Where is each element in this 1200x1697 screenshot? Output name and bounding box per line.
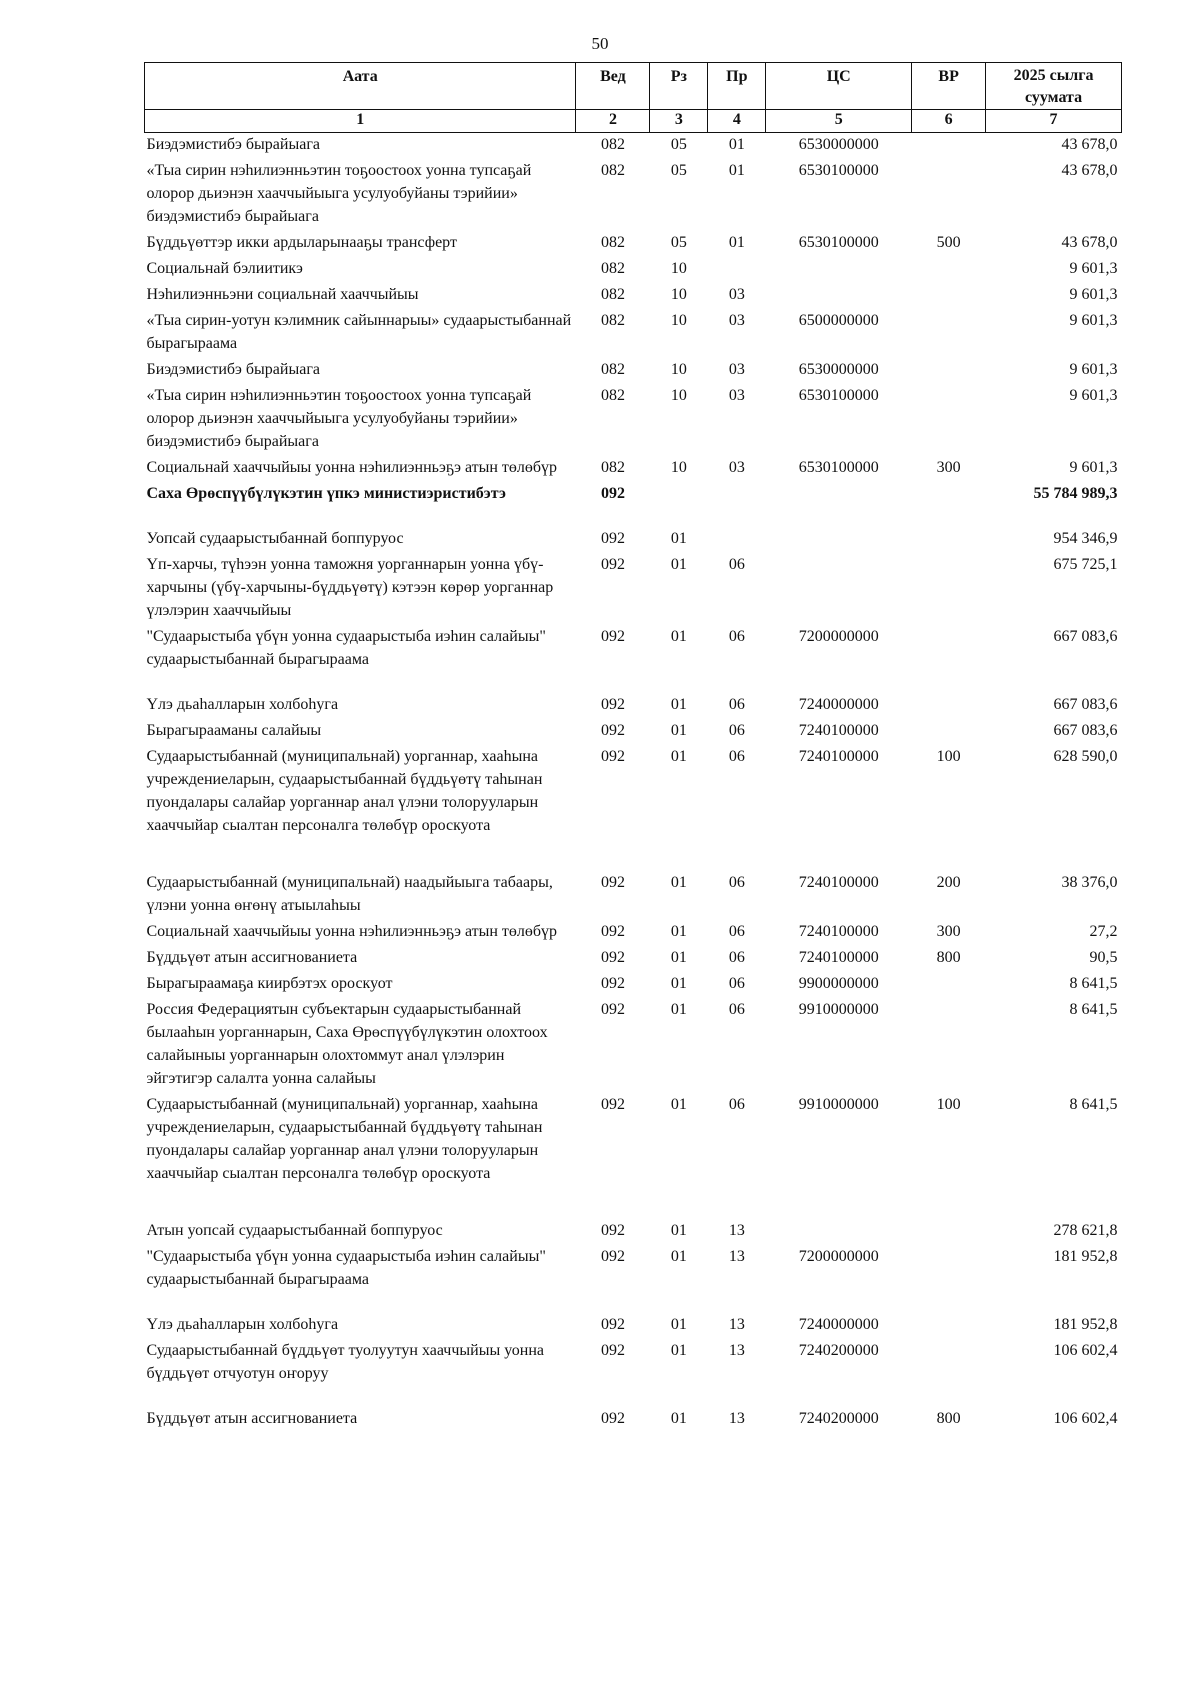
table-row	[145, 998, 1122, 1093]
cell-ved: 092	[600, 722, 625, 739]
cell-name: «Тыа сирин нэһилиэнньэтин тоҕоостоох уонна тупсаҕай олорор дьиэнэн хааччыйыыга усулуобуйаны тэрийии» биэдэмистибэ бырайыага	[146, 162, 532, 225]
cell-name: Судаарыстыбаннай (муниципальнай) уорганнар, хааһына учреждениеларын, судаарыстыбаннай бүддьүөтү таһынан пуондалары салайар уорганнар анал үлэни толорууларын хааччыйар сыалтан персоналга төлөбүр ороскуота	[146, 1096, 543, 1182]
cell-rz: 10	[670, 260, 687, 277]
cell-pr: 06	[728, 1096, 745, 1113]
cell-name: Үп-харчы, түһээн уонна таможня уорганнарын уонна үбү-харчыны (үбү-харчыны-бүддьүөтү) кэтээн көрөр уорганнар үлэлэрин хааччыйыы	[146, 556, 554, 619]
cell-cs	[766, 257, 912, 283]
cell-cs: 9910000000	[798, 1096, 879, 1113]
cell-pr	[708, 257, 766, 283]
cell-rz: 01	[670, 1248, 687, 1265]
cell-rz: 10	[670, 361, 687, 378]
cell-ved: 092	[600, 485, 625, 502]
cell-sum: 27,2	[1089, 923, 1118, 940]
table-row	[145, 133, 1122, 160]
cell-vr	[912, 998, 986, 1093]
cell-sum: 43 678,0	[1061, 234, 1118, 251]
cell-cs: 6530100000	[798, 387, 879, 404]
cell-vr	[912, 309, 986, 358]
cell-sum: 675 725,1	[1053, 556, 1118, 573]
cell-name: Социальнай хааччыйыы уонна нэһилиэнньэҕэ атын төлөбүр	[146, 459, 558, 476]
cell-ved: 082	[600, 312, 625, 329]
table-row	[145, 1407, 1122, 1433]
cell-rz: 01	[670, 1096, 687, 1113]
cell-ved: 092	[600, 874, 625, 891]
cell-name: Россия Федерациятын субъектарын судаарыстыбаннай былааһын уорганнарын, Саха Өрөспүүбүлүкэтин олохтоох салайыныы уорганнарын олохтоммут анал үлэлэрин эйгэтигэр салалта уонна салайыы	[146, 1001, 548, 1087]
cell-cs: 9900000000	[798, 975, 879, 992]
cell-ved: 082	[600, 286, 625, 303]
cell-cs: 6530100000	[798, 459, 879, 476]
cell-pr: 06	[728, 628, 745, 645]
cell-rz: 01	[670, 1342, 687, 1359]
table-row	[145, 482, 1122, 527]
cell-cs	[766, 1219, 912, 1245]
cell-name: «Тыа сирин нэһилиэнньэтин тоҕоостоох уонна тупсаҕай олорор дьиэнэн хааччыйыыга усулуобуйаны тэрийии» биэдэмистибэ бырайыага	[146, 387, 532, 450]
cell-cs: 7240200000	[798, 1342, 879, 1359]
cell-cs: 7240100000	[798, 748, 879, 765]
cell-vr	[912, 133, 986, 160]
column-number: 6	[912, 110, 986, 133]
table-row	[145, 871, 1122, 920]
cell-vr	[912, 527, 986, 553]
cell-sum: 667 083,6	[1053, 696, 1118, 713]
table-row	[145, 1093, 1122, 1219]
cell-sum: 181 952,8	[1053, 1248, 1118, 1265]
cell-sum: 181 952,8	[1053, 1316, 1118, 1333]
cell-name: Социальнай хааччыйыы уонна нэһилиэнньэҕэ атын төлөбүр	[146, 923, 558, 940]
cell-pr: 06	[728, 722, 745, 739]
cell-cs: 6500000000	[798, 312, 879, 329]
header-rz: Рз	[650, 63, 708, 110]
cell-name: Атын уопсай судаарыстыбаннай боппуруос	[146, 1222, 443, 1239]
cell-sum: 9 601,3	[1069, 260, 1118, 277]
cell-cs	[766, 283, 912, 309]
cell-name: Социальнай бэлиитикэ	[146, 260, 303, 277]
cell-sum: 9 601,3	[1069, 312, 1118, 329]
cell-ved: 082	[600, 162, 625, 179]
column-number: 4	[708, 110, 766, 133]
cell-rz: 01	[670, 1316, 687, 1333]
cell-pr: 06	[728, 696, 745, 713]
column-number: 1	[145, 110, 576, 133]
cell-pr: 13	[728, 1248, 745, 1265]
cell-rz: 01	[670, 696, 687, 713]
table-row	[145, 625, 1122, 693]
cell-sum: 628 590,0	[1053, 748, 1118, 765]
cell-vr: 800	[936, 1410, 961, 1427]
cell-cs	[766, 527, 912, 553]
cell-pr: 06	[728, 874, 745, 891]
cell-vr	[912, 159, 986, 231]
cell-ved: 092	[600, 530, 625, 547]
cell-cs: 6530100000	[798, 162, 879, 179]
cell-name: Саха Өрөспүүбүлүкэтин үпкэ министиэристибэтэ	[146, 485, 506, 502]
table-row	[145, 456, 1122, 482]
cell-cs: 7200000000	[798, 1248, 879, 1265]
cell-vr	[912, 1245, 986, 1313]
cell-cs: 7240000000	[798, 696, 879, 713]
table-row	[145, 527, 1122, 553]
cell-pr: 03	[728, 459, 745, 476]
cell-pr	[708, 482, 766, 527]
header-sum: 2025 сылга суумата	[986, 63, 1122, 110]
cell-sum: 8 641,5	[1069, 1001, 1118, 1018]
table-row	[145, 693, 1122, 719]
cell-cs: 7200000000	[798, 628, 879, 645]
cell-rz: 05	[670, 234, 687, 251]
cell-ved: 092	[600, 1342, 625, 1359]
cell-vr	[912, 384, 986, 456]
cell-name: Үлэ дьаһалларын холбоһуга	[146, 1316, 339, 1333]
cell-rz: 01	[670, 722, 687, 739]
cell-ved: 092	[600, 556, 625, 573]
cell-pr: 13	[728, 1410, 745, 1427]
cell-pr: 01	[728, 234, 745, 251]
cell-name: Судаарыстыбаннай (муниципальнай) уорганнар, хааһына учреждениеларын, судаарыстыбаннай бүддьүөтү таһынан пуондалары салайар уорганнар анал үлэни толорууларын хааччыйар сыалтан персоналга төлөбүр ороскуота	[146, 748, 543, 834]
table-body	[145, 133, 1122, 1434]
cell-pr: 03	[728, 361, 745, 378]
cell-pr: 06	[728, 1001, 745, 1018]
cell-ved: 082	[600, 260, 625, 277]
table-row	[145, 159, 1122, 231]
cell-name: Бүддьүөт атын ассигнованиета	[146, 949, 358, 966]
cell-cs: 7240100000	[798, 722, 879, 739]
cell-name: Судаарыстыбаннай бүддьүөт туолуутун хааччыйыы уонна бүддьүөт отчуотун оҥоруу	[146, 1342, 545, 1382]
cell-pr: 03	[728, 286, 745, 303]
cell-sum: 278 621,8	[1053, 1222, 1118, 1239]
cell-sum: 9 601,3	[1069, 361, 1118, 378]
cell-sum: 667 083,6	[1053, 628, 1118, 645]
cell-rz: 01	[670, 874, 687, 891]
cell-ved: 092	[600, 949, 625, 966]
table-row	[145, 257, 1122, 283]
table-row	[145, 1219, 1122, 1245]
cell-vr	[912, 1313, 986, 1339]
cell-cs: 6530100000	[798, 234, 879, 251]
cell-pr: 06	[728, 949, 745, 966]
column-number: 2	[576, 110, 650, 133]
table-row	[145, 358, 1122, 384]
cell-ved: 082	[600, 136, 625, 153]
cell-ved: 092	[600, 1410, 625, 1427]
column-number-row	[145, 110, 1122, 133]
cell-ved: 092	[600, 1096, 625, 1113]
cell-ved: 092	[600, 923, 625, 940]
cell-sum: 9 601,3	[1069, 286, 1118, 303]
column-number: 5	[766, 110, 912, 133]
cell-ved: 092	[600, 975, 625, 992]
cell-ved: 092	[600, 1248, 625, 1265]
header-ved: Вед	[576, 63, 650, 110]
cell-vr	[912, 625, 986, 693]
cell-vr: 100	[936, 1096, 961, 1113]
cell-name: Нэһилиэнньэни социальнай хааччыйыы	[146, 286, 419, 303]
cell-sum: 8 641,5	[1069, 975, 1118, 992]
cell-vr	[912, 283, 986, 309]
cell-rz: 01	[670, 1001, 687, 1018]
cell-vr	[912, 693, 986, 719]
cell-cs: 7240200000	[798, 1410, 879, 1427]
cell-sum: 38 376,0	[1061, 874, 1118, 891]
cell-rz: 01	[670, 923, 687, 940]
table-row	[145, 1313, 1122, 1339]
table-row	[145, 553, 1122, 625]
cell-name: Үлэ дьаһалларын холбоһуга	[146, 696, 339, 713]
table-row	[145, 309, 1122, 358]
cell-pr: 03	[728, 312, 745, 329]
cell-vr: 300	[936, 459, 961, 476]
cell-rz: 01	[670, 975, 687, 992]
cell-pr: 06	[728, 556, 745, 573]
cell-name: Бырагыраамаҕа киирбэтэх ороскуот	[146, 975, 393, 992]
cell-rz: 10	[670, 459, 687, 476]
cell-vr	[912, 358, 986, 384]
cell-vr	[912, 482, 986, 527]
cell-vr: 200	[936, 874, 961, 891]
cell-sum: 9 601,3	[1069, 387, 1118, 404]
table-header-row	[145, 63, 1122, 110]
table-row	[145, 283, 1122, 309]
cell-pr: 06	[728, 923, 745, 940]
page-number: 50	[591, 34, 609, 53]
cell-sum: 667 083,6	[1053, 722, 1118, 739]
cell-vr: 300	[936, 923, 961, 940]
cell-name: Уопсай судаарыстыбаннай боппуруос	[146, 530, 404, 547]
cell-cs	[766, 553, 912, 625]
header-pr: Пр	[708, 63, 766, 110]
cell-name: Биэдэмистибэ бырайыага	[146, 136, 320, 153]
cell-cs: 7240100000	[798, 874, 879, 891]
cell-ved: 082	[600, 234, 625, 251]
cell-pr: 06	[728, 975, 745, 992]
cell-cs: 7240100000	[798, 949, 879, 966]
cell-rz: 05	[670, 162, 687, 179]
cell-name: "Судаарыстыба үбүн уонна судаарыстыба иэһин салайыы" судаарыстыбаннай бырагыраама	[146, 1248, 546, 1288]
cell-rz: 10	[670, 286, 687, 303]
cell-sum: 90,5	[1089, 949, 1118, 966]
cell-pr	[708, 527, 766, 553]
table-row	[145, 920, 1122, 946]
table-row	[145, 1245, 1122, 1313]
cell-sum: 954 346,9	[1053, 530, 1118, 547]
cell-ved: 082	[600, 361, 625, 378]
cell-rz: 01	[670, 748, 687, 765]
header-vr: ВР	[912, 63, 986, 110]
cell-sum: 106 602,4	[1053, 1342, 1118, 1359]
table-row	[145, 946, 1122, 972]
cell-pr: 13	[728, 1342, 745, 1359]
cell-sum: 9 601,3	[1069, 459, 1118, 476]
cell-name: "Судаарыстыба үбүн уонна судаарыстыба иэһин салайыы" судаарыстыбаннай бырагыраама	[146, 628, 546, 668]
cell-name: Бырагырааманы салайыы	[146, 722, 322, 739]
header-cs: ЦС	[766, 63, 912, 110]
cell-rz	[650, 482, 708, 527]
cell-name: Биэдэмистибэ бырайыага	[146, 361, 320, 378]
cell-vr	[912, 1219, 986, 1245]
column-number: 3	[650, 110, 708, 133]
cell-cs: 7240000000	[798, 1316, 879, 1333]
cell-cs: 6530000000	[798, 136, 879, 153]
table-row	[145, 1339, 1122, 1407]
cell-rz: 10	[670, 387, 687, 404]
cell-ved: 092	[600, 748, 625, 765]
header-name: Аата	[145, 63, 576, 110]
cell-ved: 092	[600, 1222, 625, 1239]
cell-sum: 55 784 989,3	[1033, 485, 1118, 502]
table-row	[145, 745, 1122, 871]
column-number: 7	[986, 110, 1122, 133]
cell-rz: 01	[670, 949, 687, 966]
cell-ved: 092	[600, 628, 625, 645]
cell-cs: 6530000000	[798, 361, 879, 378]
cell-rz: 01	[670, 530, 687, 547]
table-row	[145, 719, 1122, 745]
cell-rz: 05	[670, 136, 687, 153]
cell-ved: 082	[600, 459, 625, 476]
cell-pr: 13	[728, 1316, 745, 1333]
cell-cs: 7240100000	[798, 923, 879, 940]
cell-name: Судаарыстыбаннай (муниципальнай) наадыйыыга табаары, үлэни уонна өҥөнү атыылаһыы	[146, 874, 553, 914]
cell-ved: 092	[600, 696, 625, 713]
cell-vr	[912, 257, 986, 283]
cell-sum: 43 678,0	[1061, 136, 1118, 153]
table-row	[145, 972, 1122, 998]
cell-name: Бүддьүөттэр икки ардыларынааҕы трансферт	[146, 234, 457, 251]
cell-rz: 01	[670, 556, 687, 573]
cell-rz: 01	[670, 628, 687, 645]
cell-cs	[766, 482, 912, 527]
cell-vr: 800	[936, 949, 961, 966]
cell-cs: 9910000000	[798, 1001, 879, 1018]
cell-pr: 03	[728, 387, 745, 404]
cell-vr	[912, 972, 986, 998]
cell-vr: 100	[936, 748, 961, 765]
cell-rz: 01	[670, 1410, 687, 1427]
cell-sum: 43 678,0	[1061, 162, 1118, 179]
cell-ved: 092	[600, 1001, 625, 1018]
cell-name: Бүддьүөт атын ассигнованиета	[146, 1410, 358, 1427]
cell-name: «Тыа сирин-уотун кэлимник сайыннарыы» судаарыстыбаннай бырагыраама	[146, 312, 572, 352]
cell-pr: 06	[728, 748, 745, 765]
cell-vr	[912, 553, 986, 625]
cell-pr: 13	[728, 1222, 745, 1239]
cell-rz: 01	[670, 1222, 687, 1239]
cell-sum: 106 602,4	[1053, 1410, 1118, 1427]
cell-sum: 8 641,5	[1069, 1096, 1118, 1113]
table-row	[145, 231, 1122, 257]
cell-rz: 10	[670, 312, 687, 329]
table-row	[145, 384, 1122, 456]
cell-pr: 01	[728, 162, 745, 179]
cell-ved: 092	[600, 1316, 625, 1333]
cell-vr: 500	[936, 234, 961, 251]
budget-table	[144, 62, 1122, 1433]
cell-vr	[912, 1339, 986, 1407]
cell-pr: 01	[728, 136, 745, 153]
cell-vr	[912, 719, 986, 745]
cell-ved: 082	[600, 387, 625, 404]
